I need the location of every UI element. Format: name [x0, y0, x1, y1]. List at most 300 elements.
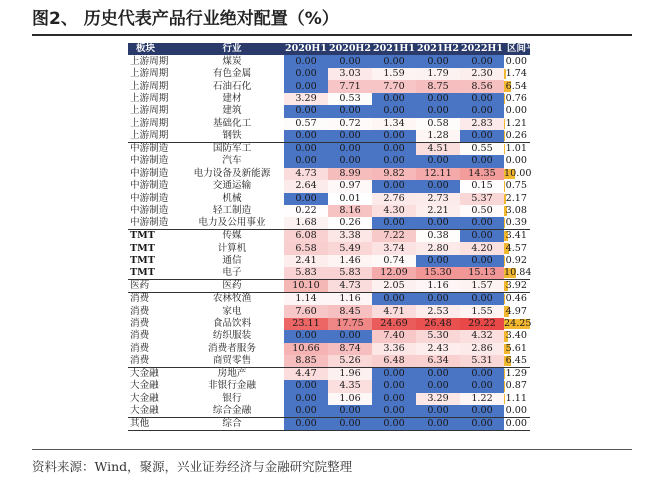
value-cell: 1.22 — [460, 393, 504, 405]
value-cell: 1.16 — [416, 280, 460, 293]
value-cell: 17.75 — [328, 318, 372, 330]
table-row — [128, 393, 530, 405]
value-cell: 1.79 — [416, 68, 460, 80]
value-cell: 0.72 — [328, 118, 372, 130]
figure-title: 图2、 历史代表产品行业绝对配置（%） — [32, 9, 339, 29]
sector-cell: 上游周期 — [130, 117, 169, 129]
value-cell: 5.26 — [328, 355, 372, 368]
average-cell — [504, 217, 530, 230]
value-cell: 2.80 — [416, 242, 460, 254]
value-cell: 2.41 — [284, 255, 328, 267]
average-value: 0.00 — [505, 418, 527, 430]
value-cell: 3.36 — [372, 343, 416, 355]
value-cell: 1.55 — [460, 305, 504, 317]
value-cell: 0.00 — [460, 380, 504, 392]
value-cell: 0.00 — [460, 105, 504, 117]
value-cell: 2.76 — [372, 193, 416, 205]
value-cell: 5.83 — [328, 267, 372, 280]
value-cell: 0.00 — [284, 193, 328, 205]
sector-cell: 大金融 — [130, 405, 159, 417]
sector-cell: 上游周期 — [130, 130, 169, 142]
average-cell — [504, 55, 530, 67]
sector-cell: 中游制造 — [130, 205, 169, 217]
value-cell: 1.68 — [284, 217, 328, 230]
table-row — [128, 368, 530, 381]
sector-cell: TMT — [130, 242, 155, 254]
value-cell: 4.32 — [460, 330, 504, 342]
header-industry: 行业 — [180, 43, 284, 55]
value-cell: 0.00 — [372, 93, 416, 105]
sector-cell: 中游制造 — [130, 167, 169, 179]
average-cell — [504, 230, 530, 243]
value-cell: 4.35 — [328, 380, 372, 392]
average-value: 0.76 — [505, 93, 527, 105]
value-cell: 0.00 — [328, 405, 372, 418]
value-cell: 24.69 — [372, 318, 416, 330]
table-body — [128, 55, 530, 430]
value-cell: 0.00 — [460, 230, 504, 243]
table-row — [128, 267, 530, 280]
value-cell: 5.31 — [460, 355, 504, 368]
value-cell: 1.96 — [328, 368, 372, 381]
average-value: 0.92 — [505, 255, 527, 267]
value-cell: 5.37 — [460, 193, 504, 205]
value-cell: 0.00 — [416, 105, 460, 117]
value-cell: 2.83 — [460, 118, 504, 130]
sector-cell: 上游周期 — [130, 68, 169, 80]
value-cell: 0.00 — [416, 93, 460, 105]
value-cell: 0.00 — [460, 217, 504, 230]
value-cell: 14.35 — [460, 168, 504, 180]
value-cell: 4.51 — [416, 143, 460, 156]
value-cell: 0.00 — [284, 105, 328, 117]
value-cell: 0.00 — [372, 293, 416, 306]
average-cell — [504, 180, 530, 192]
average-cell — [504, 80, 530, 92]
industry-cell: 食品饮料 — [212, 318, 252, 330]
industry-cell: 钢铁 — [222, 130, 242, 142]
value-cell: 2.30 — [460, 68, 504, 80]
average-cell — [504, 368, 530, 381]
industry-cell: 建筑 — [222, 105, 242, 117]
industry-cell: 基础化工 — [212, 117, 252, 129]
value-cell: 0.53 — [328, 93, 372, 105]
value-cell: 0.00 — [416, 293, 460, 306]
value-cell: 0.00 — [284, 393, 328, 405]
table-row — [128, 318, 530, 330]
sector-cell: 其他 — [128, 418, 180, 431]
industry-cell: 电子 — [222, 267, 242, 279]
table-row — [128, 205, 530, 217]
table-row — [128, 180, 530, 192]
sector-cell: 大金融 — [130, 392, 159, 404]
header-2020h2: 2020H2 — [328, 43, 372, 55]
value-cell: 5.49 — [328, 242, 372, 254]
industry-cell: 非银行金融 — [208, 380, 256, 392]
value-cell: 5.83 — [284, 267, 328, 280]
average-cell — [504, 130, 530, 143]
value-cell: 0.00 — [328, 330, 372, 342]
value-cell: 0.00 — [284, 143, 328, 156]
value-cell: 0.00 — [328, 143, 372, 156]
value-cell: 6.08 — [284, 230, 328, 243]
sector-cell: 消费 — [130, 330, 150, 342]
industry-cell: 汽车 — [222, 155, 242, 167]
average-cell — [504, 118, 530, 130]
industry-cell: 综合 — [180, 418, 284, 431]
average-value: 4.57 — [505, 242, 527, 254]
value-cell: 4.47 — [284, 368, 328, 381]
industry-cell: 交通运输 — [212, 180, 252, 192]
value-cell: 0.00 — [416, 155, 460, 167]
table-row — [128, 93, 530, 105]
value-cell: 0.00 — [460, 93, 504, 105]
value-cell: 8.75 — [416, 80, 460, 92]
value-cell: 7.40 — [372, 330, 416, 342]
average-value: 0.46 — [505, 293, 527, 305]
value-cell: 0.00 — [372, 380, 416, 392]
table-row — [128, 330, 530, 342]
value-cell: 0.01 — [328, 193, 372, 205]
table-row — [128, 280, 530, 293]
table-row — [128, 143, 530, 156]
value-cell: 2.53 — [416, 305, 460, 317]
value-cell: 0.00 — [460, 255, 504, 267]
value-cell: 0.00 — [284, 405, 328, 418]
header-2022h1: 2022H1 — [460, 43, 504, 55]
header-2020h1: 2020H1 — [284, 43, 328, 55]
industry-cell: 银行 — [222, 392, 242, 404]
table-row — [128, 217, 530, 230]
industry-cell: 石油石化 — [212, 80, 252, 92]
value-cell: 2.86 — [460, 343, 504, 355]
average-cell — [504, 143, 530, 156]
average-cell — [504, 405, 530, 418]
value-cell: 1.59 — [372, 68, 416, 80]
industry-cell: 商贸零售 — [212, 355, 252, 367]
sector-cell: 上游周期 — [130, 93, 169, 105]
industry-cell: 国防军工 — [180, 143, 284, 156]
average-value: 0.39 — [505, 217, 527, 229]
value-cell: 3.03 — [328, 68, 372, 80]
value-cell: 5.30 — [416, 330, 460, 342]
value-cell: 0.00 — [372, 217, 416, 230]
source-note: 资料来源：Wind，聚源，兴业证券经济与金融研究院整理 — [32, 459, 353, 474]
value-cell: 0.00 — [460, 130, 504, 143]
value-cell: 0.00 — [328, 105, 372, 117]
value-cell: 4.73 — [328, 280, 372, 293]
value-cell: 15.30 — [416, 267, 460, 280]
value-cell: 0.58 — [416, 118, 460, 130]
industry-cell: 家电 — [222, 305, 242, 317]
average-cell — [504, 355, 530, 368]
sector-cell: 上游周期 — [130, 105, 169, 117]
value-cell: 8.85 — [284, 355, 328, 368]
value-cell: 1.14 — [284, 293, 328, 306]
value-cell: 9.82 — [372, 168, 416, 180]
value-cell: 0.00 — [284, 155, 328, 167]
average-cell — [504, 330, 530, 342]
average-cell — [504, 267, 530, 280]
average-value: 10.84 — [504, 267, 532, 279]
sector-cell: TMT — [128, 230, 180, 243]
sector-cell: 消费 — [130, 305, 150, 317]
value-cell: 7.70 — [372, 80, 416, 92]
industry-cell: 有色金属 — [212, 68, 252, 80]
sector-cell: 中游制造 — [130, 192, 169, 204]
value-cell: 1.06 — [328, 393, 372, 405]
value-cell: 0.00 — [284, 380, 328, 392]
value-cell: 0.00 — [416, 368, 460, 381]
value-cell: 0.00 — [460, 418, 504, 431]
sector-cell: 消费 — [130, 318, 150, 330]
value-cell: 7.22 — [372, 230, 416, 243]
average-value: 1.01 — [505, 143, 527, 155]
value-cell: 0.00 — [372, 155, 416, 167]
industry-cell: 轻工制造 — [212, 205, 252, 217]
value-cell: 0.00 — [372, 130, 416, 143]
average-cell — [504, 293, 530, 306]
average-value: 1.11 — [505, 392, 527, 404]
value-cell: 0.00 — [328, 418, 372, 431]
value-cell: 0.00 — [416, 180, 460, 192]
average-value: 0.00 — [505, 55, 527, 67]
top-rule — [32, 34, 632, 36]
sector-cell: 大金融 — [128, 368, 180, 381]
value-cell: 0.55 — [460, 143, 504, 156]
table-row — [128, 105, 530, 117]
allocation-table — [128, 43, 565, 431]
table-row — [128, 118, 530, 130]
value-cell: 6.34 — [416, 355, 460, 368]
average-cell — [504, 318, 530, 330]
average-cell — [504, 68, 530, 80]
value-cell: 1.16 — [328, 293, 372, 306]
average-value: 0.75 — [505, 180, 527, 192]
value-cell: 8.16 — [328, 205, 372, 217]
value-cell: 0.00 — [372, 405, 416, 418]
value-cell: 6.58 — [284, 242, 328, 254]
value-cell: 0.00 — [416, 405, 460, 418]
average-value: 0.00 — [505, 405, 527, 417]
value-cell: 7.71 — [328, 80, 372, 92]
average-cell — [504, 105, 530, 117]
value-cell: 1.46 — [328, 255, 372, 267]
average-value: 6.45 — [505, 355, 527, 367]
value-cell: 4.30 — [372, 205, 416, 217]
table-row — [128, 355, 530, 368]
value-cell: 10.66 — [284, 343, 328, 355]
average-value: 6.54 — [505, 80, 527, 92]
table-row — [128, 305, 530, 317]
value-cell: 8.45 — [328, 305, 372, 317]
table-row — [128, 68, 530, 80]
table-row — [128, 193, 530, 205]
value-cell: 12.11 — [416, 168, 460, 180]
value-cell: 3.29 — [416, 393, 460, 405]
sector-cell: 上游周期 — [130, 80, 169, 92]
average-value: 2.17 — [505, 192, 527, 204]
average-value: 1.21 — [505, 117, 527, 129]
value-cell: 1.57 — [460, 280, 504, 293]
value-cell: 1.34 — [372, 118, 416, 130]
header-average: 区间平均配置 — [504, 43, 530, 55]
value-cell: 0.26 — [328, 217, 372, 230]
value-cell: 0.00 — [284, 330, 328, 342]
sector-cell: 中游制造 — [130, 217, 169, 229]
value-cell: 8.74 — [328, 343, 372, 355]
value-cell: 1.28 — [416, 130, 460, 143]
average-value: 0.00 — [505, 155, 527, 167]
table-row — [128, 155, 530, 167]
sector-cell: 消费 — [130, 355, 150, 367]
value-cell: 0.00 — [328, 130, 372, 143]
average-cell — [504, 205, 530, 217]
value-cell: 2.64 — [284, 180, 328, 192]
value-cell: 15.13 — [460, 267, 504, 280]
value-cell: 10.10 — [284, 280, 328, 293]
sector-cell: 中游制造 — [130, 180, 169, 192]
industry-cell: 房地产 — [180, 368, 284, 381]
sector-cell: 上游周期 — [130, 55, 169, 67]
average-cell — [504, 193, 530, 205]
value-cell: 0.00 — [372, 393, 416, 405]
value-cell: 2.73 — [416, 193, 460, 205]
header-sector: 板块 — [128, 43, 180, 55]
value-cell: 0.00 — [460, 293, 504, 306]
value-cell: 0.15 — [460, 180, 504, 192]
industry-cell: 纺织服装 — [212, 330, 252, 342]
value-cell: 0.00 — [328, 55, 372, 67]
value-cell: 0.00 — [372, 180, 416, 192]
value-cell: 6.48 — [372, 355, 416, 368]
average-cell — [504, 343, 530, 355]
average-value: 10.00 — [504, 167, 532, 179]
value-cell: 0.00 — [460, 405, 504, 418]
average-cell — [504, 305, 530, 317]
sector-cell: 中游制造 — [128, 143, 180, 156]
sector-cell: TMT — [130, 255, 155, 267]
sector-cell: 中游制造 — [130, 155, 169, 167]
average-cell — [504, 280, 530, 293]
value-cell: 0.00 — [284, 130, 328, 143]
value-cell: 0.00 — [416, 255, 460, 267]
value-cell: 0.00 — [372, 418, 416, 431]
industry-cell: 计算机 — [217, 242, 247, 254]
table-row — [128, 418, 530, 431]
average-cell — [504, 418, 530, 431]
value-cell: 0.57 — [284, 118, 328, 130]
value-cell: 0.00 — [416, 380, 460, 392]
header-2021h1: 2021H1 — [372, 43, 416, 55]
value-cell: 8.56 — [460, 80, 504, 92]
average-value: 0.87 — [505, 380, 527, 392]
value-cell: 0.38 — [416, 230, 460, 243]
sector-cell: 医药 — [128, 280, 180, 293]
average-cell — [504, 168, 530, 180]
average-cell — [504, 255, 530, 267]
value-cell: 0.00 — [460, 368, 504, 381]
value-cell: 0.00 — [284, 80, 328, 92]
table-row — [128, 242, 530, 254]
average-cell — [504, 93, 530, 105]
average-cell — [504, 380, 530, 392]
average-value: 4.97 — [505, 305, 527, 317]
value-cell: 0.97 — [328, 180, 372, 192]
average-value: 5.61 — [505, 342, 527, 354]
industry-cell: 电力及公用事业 — [198, 217, 266, 229]
value-cell: 4.20 — [460, 242, 504, 254]
bottom-rule — [32, 449, 632, 450]
table-row — [128, 168, 530, 180]
value-cell: 2.43 — [416, 343, 460, 355]
average-value: 3.08 — [505, 205, 527, 217]
value-cell: 0.00 — [372, 143, 416, 156]
industry-cell: 传媒 — [180, 230, 284, 243]
value-cell: 29.22 — [460, 318, 504, 330]
average-value: 3.40 — [505, 330, 527, 342]
value-cell: 0.00 — [284, 68, 328, 80]
value-cell: 4.73 — [284, 168, 328, 180]
value-cell: 0.00 — [416, 55, 460, 67]
value-cell: 26.48 — [416, 318, 460, 330]
industry-cell: 机械 — [222, 192, 242, 204]
value-cell: 3.29 — [284, 93, 328, 105]
value-cell: 3.74 — [372, 242, 416, 254]
value-cell: 0.00 — [416, 418, 460, 431]
sector-cell: 大金融 — [130, 380, 159, 392]
value-cell: 0.74 — [372, 255, 416, 267]
table-row — [128, 55, 530, 67]
value-cell: 4.71 — [372, 305, 416, 317]
value-cell: 0.22 — [284, 205, 328, 217]
industry-cell: 农林牧渔 — [180, 293, 284, 306]
industry-cell: 建材 — [222, 93, 242, 105]
sector-cell: TMT — [130, 267, 155, 279]
sector-cell: 消费 — [130, 342, 150, 354]
value-cell: 0.00 — [372, 105, 416, 117]
value-cell: 0.00 — [372, 55, 416, 67]
value-cell: 0.50 — [460, 205, 504, 217]
table-row — [128, 293, 530, 306]
sector-cell: 消费 — [128, 293, 180, 306]
table-row — [128, 405, 530, 418]
table-row — [128, 130, 530, 143]
value-cell: 3.38 — [328, 230, 372, 243]
table-row — [128, 343, 530, 355]
average-value: 24.25 — [504, 318, 532, 330]
average-value: 3.41 — [505, 230, 527, 242]
value-cell: 0.00 — [460, 155, 504, 167]
value-cell: 23.11 — [284, 318, 328, 330]
value-cell: 7.60 — [284, 305, 328, 317]
value-cell: 0.00 — [284, 418, 328, 431]
average-cell — [504, 155, 530, 167]
value-cell: 2.05 — [372, 280, 416, 293]
average-cell — [504, 393, 530, 405]
value-cell: 8.99 — [328, 168, 372, 180]
value-cell: 0.00 — [460, 55, 504, 67]
industry-cell: 电力设备及新能源 — [193, 167, 271, 179]
industry-cell: 消费者服务 — [208, 342, 256, 354]
industry-cell: 医药 — [180, 280, 284, 293]
average-value: 3.92 — [505, 280, 527, 292]
table-header-row — [128, 43, 530, 55]
average-value: 0.26 — [505, 130, 527, 142]
table-row — [128, 255, 530, 267]
average-value: 1.29 — [505, 368, 527, 380]
value-cell: 0.00 — [416, 217, 460, 230]
